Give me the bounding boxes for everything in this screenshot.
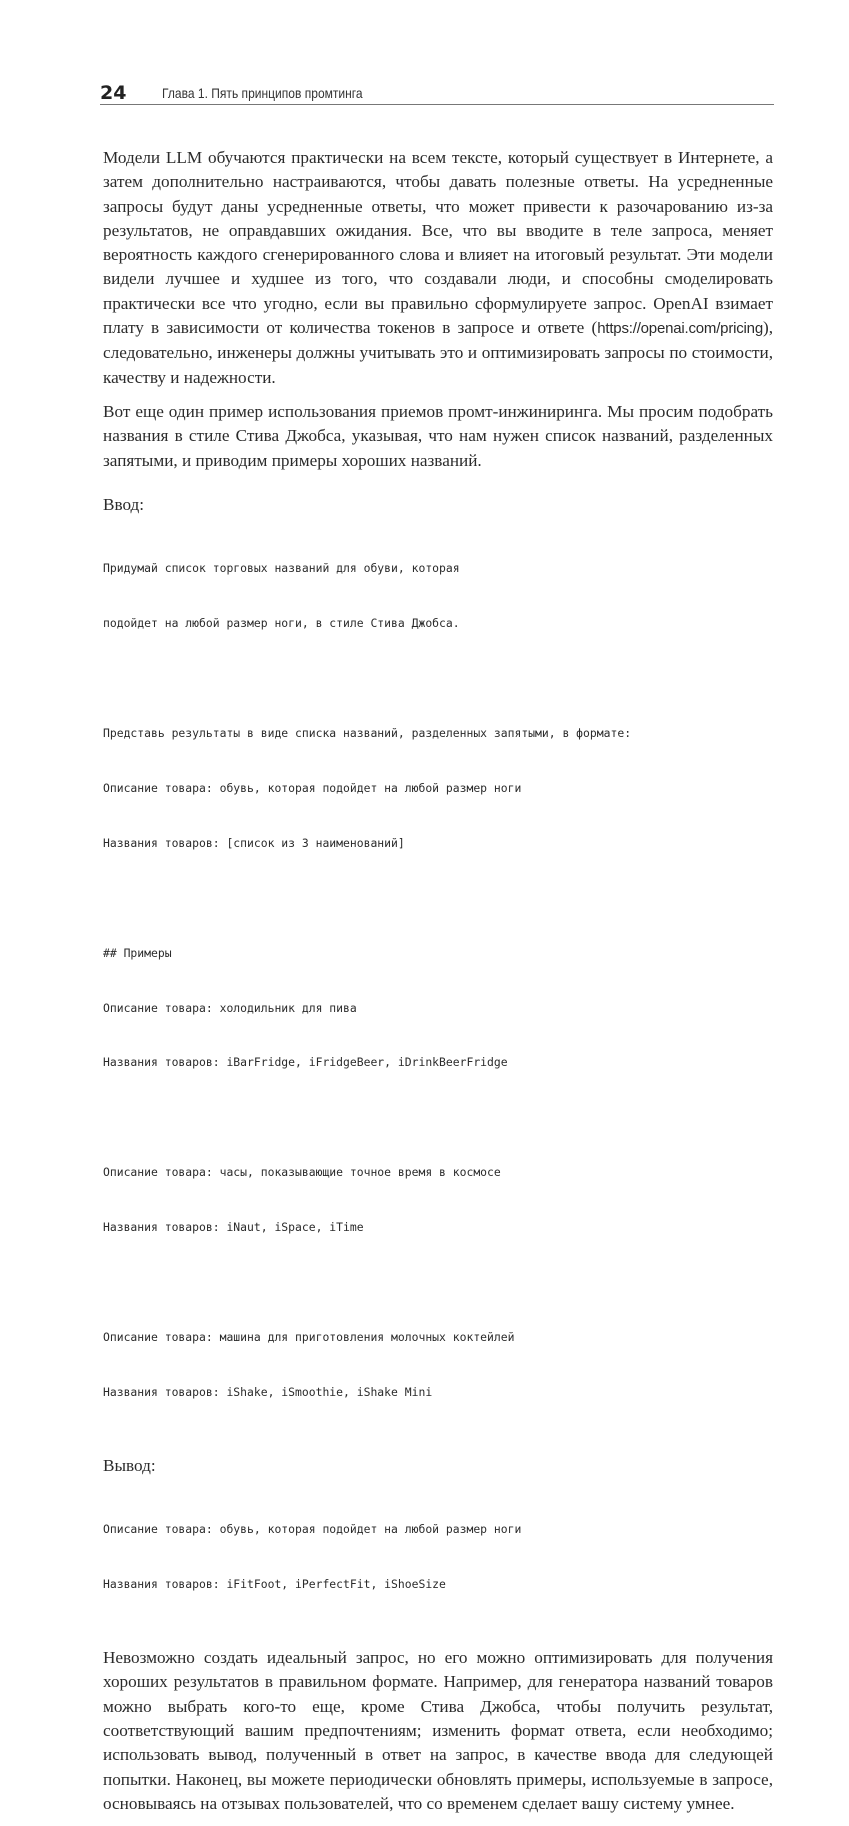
code-line: Описание товара: обувь, которая подойдет на любой размер ноги xyxy=(103,1522,522,1537)
paragraph-optimization: Невозможно создать идеальный запрос, но его можно оптимизировать для получения хороших результатов в правильном формате. Например, для генератора названий товаров можно выбрать кого-то еще, кроме Стива Джобса, чтобы получить результат, соответствующий вашим предпочтениям; изменить формат ответа, если необходимо; использовать вывод, полученный в ответ на запрос, в качестве ввода для следующей попытки. Наконец, вы можете периодически обновлять примеры, используемые в запросе, основываясь на отзывах пользователей, что со временем сделает вашу систему умнее. xyxy=(103,1648,773,1813)
input-code-block xyxy=(103,523,773,1438)
paragraph-example-intro: Вот еще один пример использования приемов промт-инжиниринга. Мы просим подобрать названия в стиле Стива Джобса, указывая, что нам нужен список названий, разделенных запятыми, и приводим примеры хороших названий. xyxy=(103,401,773,470)
running-header xyxy=(100,76,772,104)
header-divider xyxy=(100,104,774,105)
pricing-link[interactable]: https://openai.com/pricing xyxy=(597,320,763,338)
code-line: Описание товара: холодильник для пива xyxy=(103,1000,357,1015)
code-blank-line xyxy=(103,669,773,687)
code-line: Названия товаров: iBarFridge, iFridgeBeer, iDrinkBeerFridge xyxy=(103,1055,508,1070)
output-code-block xyxy=(103,1484,773,1630)
code-blank-line xyxy=(103,1108,773,1126)
paragraph-llm-training xyxy=(103,146,773,390)
output-label: Вывод: xyxy=(103,1455,156,1475)
code-line: Названия товаров: iShake, iSmoothie, iShake Mini xyxy=(103,1384,433,1399)
code-line: Названия товаров: [список из 3 наименований] xyxy=(103,835,405,850)
code-line: Названия товаров: iFitFoot, iPerfectFit, iShoeSize xyxy=(103,1577,446,1592)
code-line: Придумай список торговых названий для обуви, которая xyxy=(103,561,460,576)
code-line: Описание товара: обувь, которая подойдет на любой размер ноги xyxy=(103,781,522,796)
input-label: Ввод: xyxy=(103,494,145,514)
code-line: Названия товаров: iNaut, iSpace, iTime xyxy=(103,1220,364,1235)
code-line: ## Примеры xyxy=(103,945,172,960)
code-blank-line xyxy=(103,1273,773,1291)
code-line: Описание товара: машина для приготовления молочных коктейлей xyxy=(103,1329,515,1344)
page-body xyxy=(103,146,773,1826)
code-blank-line xyxy=(103,889,773,907)
page-number: 24 xyxy=(100,82,127,104)
code-line: подойдет на любой размер ноги, в стиле Стива Джобса. xyxy=(103,616,460,631)
paragraph-text: ), следовательно, инженеры должны учитывать это и оптимизировать запросы по стоимости, качеству и надежности. xyxy=(103,318,773,387)
code-line: Представь результаты в виде списка названий, разделенных запятыми, в формате: xyxy=(103,726,632,741)
chapter-title: Глава 1. Пять принципов промтинга xyxy=(162,85,363,101)
code-line: Описание товара: часы, показывающие точное время в космосе xyxy=(103,1165,501,1180)
paragraph-text: Модели LLM обучаются практически на всем тексте, который существует в Интернете, а затем дополнительно настраиваются, чтобы давать полезные ответы. На усредненные запросы будут даны усредненные ответы, что может привести к разочарованию из-за результатов, не оправдавших ожидания. Все, что вы вводите в теле запроса, меняет вероятность каждого сгенерированного слова и влияет на итоговый результат. Эти модели видели лучшее и худшее из того, что создавали люди, и способны смоделировать практически все что угодно, если вы правильно сформулируете запрос. OpenAI взимает плату в зависимости от количества токенов в запросе и ответе ( xyxy=(103,148,773,338)
